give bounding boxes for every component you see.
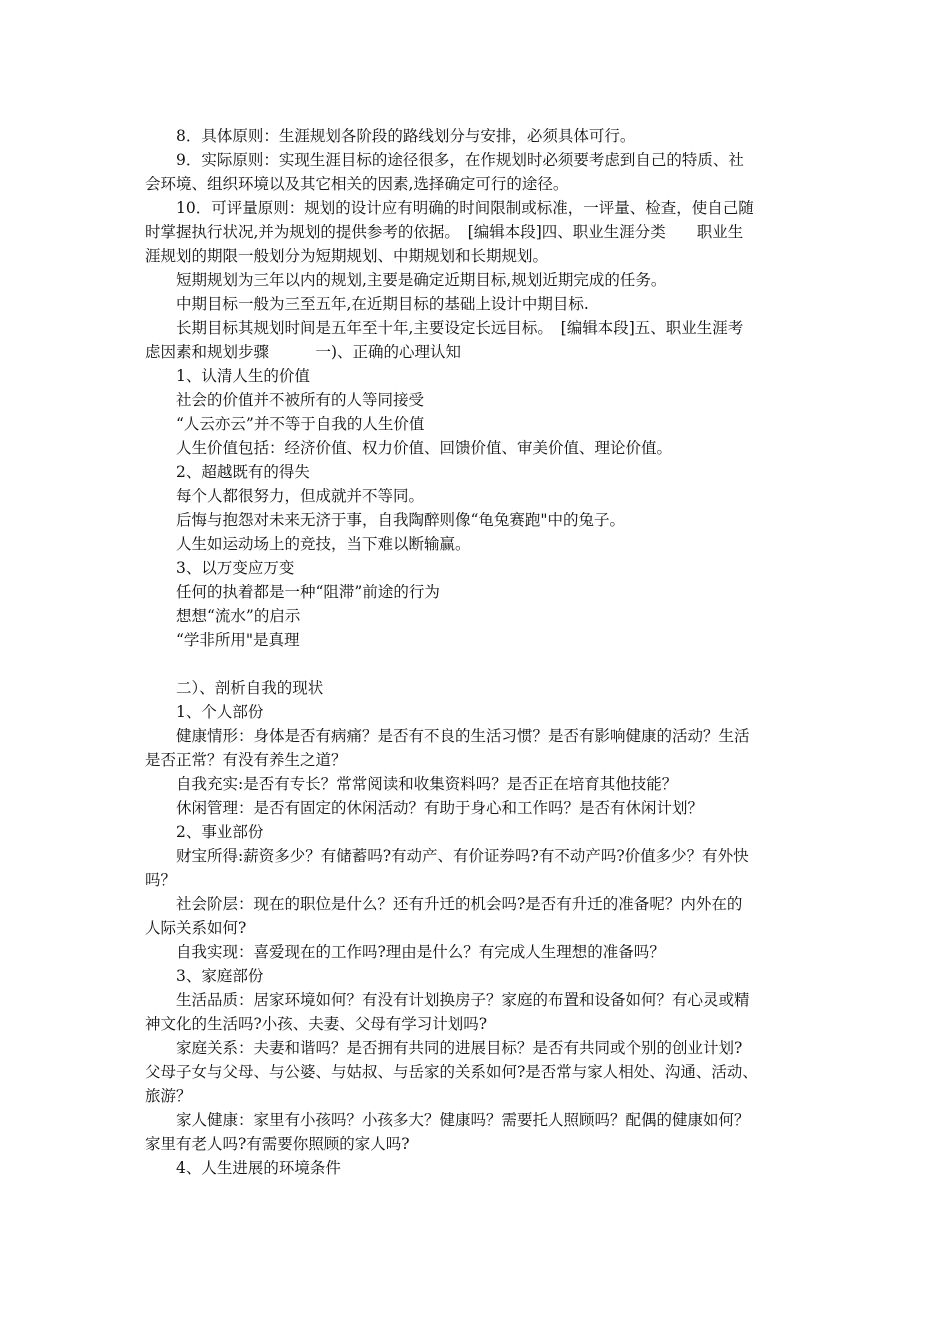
text-line: 涯规划的期限一般划分为短期规划、中期规划和长期规划。 bbox=[145, 247, 549, 265]
text-line: 时掌握执行状况,并为规划的提供参考的依据。 [编辑本段]四、职业生涯分类 职业生 bbox=[145, 223, 744, 241]
text-line: 家里有老人吗?有需要你照顾的家人吗? bbox=[145, 1135, 410, 1153]
text-line: 家庭关系：夫妻和谐吗？是否拥有共同的进展目标？是否有共同或个别的创业计划? bbox=[145, 1039, 743, 1057]
text-line: 2、事业部份 bbox=[145, 823, 264, 841]
text-line: 吗？ bbox=[145, 871, 177, 889]
text-line: 3、以万变应万变 bbox=[145, 559, 295, 577]
text-line: 人生价值包括：经济价值、权力价值、回馈价值、审美价值、理论价值。 bbox=[145, 439, 673, 457]
text-line: 2、超越既有的得失 bbox=[145, 463, 310, 481]
text-line: 父母子女与父母、与公婆、与姑叔、与岳家的关系如何?是否常与家人相处、沟通、活动、 bbox=[145, 1063, 758, 1081]
text-line: 旅游？ bbox=[145, 1087, 192, 1105]
text-line: 10．可评量原则：规划的设计应有明确的时间限制或标准，一评量、检查，使自己随 bbox=[145, 199, 754, 217]
document-body bbox=[145, 124, 815, 1180]
text-line: 会环境、组织环境以及其它相关的因素,选择确定可行的途径。 bbox=[145, 175, 569, 193]
text-line: 9．实际原则：实现生涯目标的途径很多，在作规划时必须要考虑到自己的特质、社 bbox=[145, 151, 744, 169]
text-line: 健康情形：身体是否有病痛？是否有不良的生活习惯？是否有影响健康的活动？生活 bbox=[145, 727, 750, 745]
text-line: 人生如运动场上的竞技，当下难以断输赢。 bbox=[145, 535, 471, 553]
text-line: 自我充实:是否有专长？常常阅读和收集资料吗？是否正在培育其他技能？ bbox=[145, 775, 678, 793]
text-line: 虑因素和规划步骤 一)、正确的心理认知 bbox=[145, 343, 462, 361]
text-line: 社会的价值并不被所有的人等同接受 bbox=[145, 391, 425, 409]
text-line: 神文化的生活吗?小孩、夫妻、父母有学习计划吗? bbox=[145, 1015, 488, 1033]
text-line: 8．具体原则：生涯规划各阶段的路线划分与安排，必须具体可行。 bbox=[145, 127, 636, 145]
text-line: 人际关系如何? bbox=[145, 919, 247, 937]
text-line: 每个人都很努力，但成就并不等同。 bbox=[145, 487, 425, 505]
text-line: 休闲管理：是否有固定的休闲活动？有助于身心和工作吗？是否有休闲计划？ bbox=[145, 799, 704, 817]
text-line: 二）、剖析自我的现状 bbox=[145, 679, 324, 697]
text-line: 1、认清人生的价值 bbox=[145, 367, 310, 385]
text-line: 自我实现：喜爱现在的工作吗?理由是什么？有完成人生理想的准备吗？ bbox=[145, 943, 665, 961]
text-line: 社会阶层：现在的职位是什么？还有升迁的机会吗?是否有升迁的准备呢？内外在的 bbox=[145, 895, 743, 913]
text-line: 生活品质：居家环境如何？有没有计划换房子？家庭的布置和设备如何？有心灵或精 bbox=[145, 991, 750, 1009]
text-line: 3、家庭部份 bbox=[145, 967, 264, 985]
text-line: 是否正常？有没有养生之道？ bbox=[145, 751, 347, 769]
text-line: 4、人生进展的环境条件 bbox=[145, 1159, 341, 1177]
text-line: 后悔与抱怨对未来无济于事，自我陶醉则像“龟兔赛跑"中的兔子。 bbox=[145, 511, 626, 529]
text-line: 任何的执着都是一种“阻滞”前途的行为 bbox=[145, 583, 440, 601]
text-line: 想想“流水”的启示 bbox=[145, 607, 301, 625]
text-line: 财宝所得:薪资多少？有储蓄吗?有动产、有价证券吗?有不动产吗?价值多少？有外快 bbox=[145, 847, 749, 865]
text-line: 长期目标其规划时间是五年至十年,主要设定长远目标。 [编辑本段]五、职业生涯考 bbox=[145, 319, 744, 337]
text-line: 中期目标一般为三至五年,在近期目标的基础上设计中期目标. bbox=[145, 295, 589, 313]
text-line: 1、个人部份 bbox=[145, 703, 264, 721]
text-line: 短期规划为三年以内的规划,主要是确定近期目标,规划近期完成的任务。 bbox=[145, 271, 667, 289]
text-line: “学非所用"是真理 bbox=[145, 631, 300, 649]
text-line: 家人健康：家里有小孩吗？小孩多大？健康吗？需要托人照顾吗？配偶的健康如何？ bbox=[145, 1111, 750, 1129]
text-line: “人云亦云”并不等于自我的人生价值 bbox=[145, 415, 425, 433]
blank-line bbox=[145, 652, 815, 676]
